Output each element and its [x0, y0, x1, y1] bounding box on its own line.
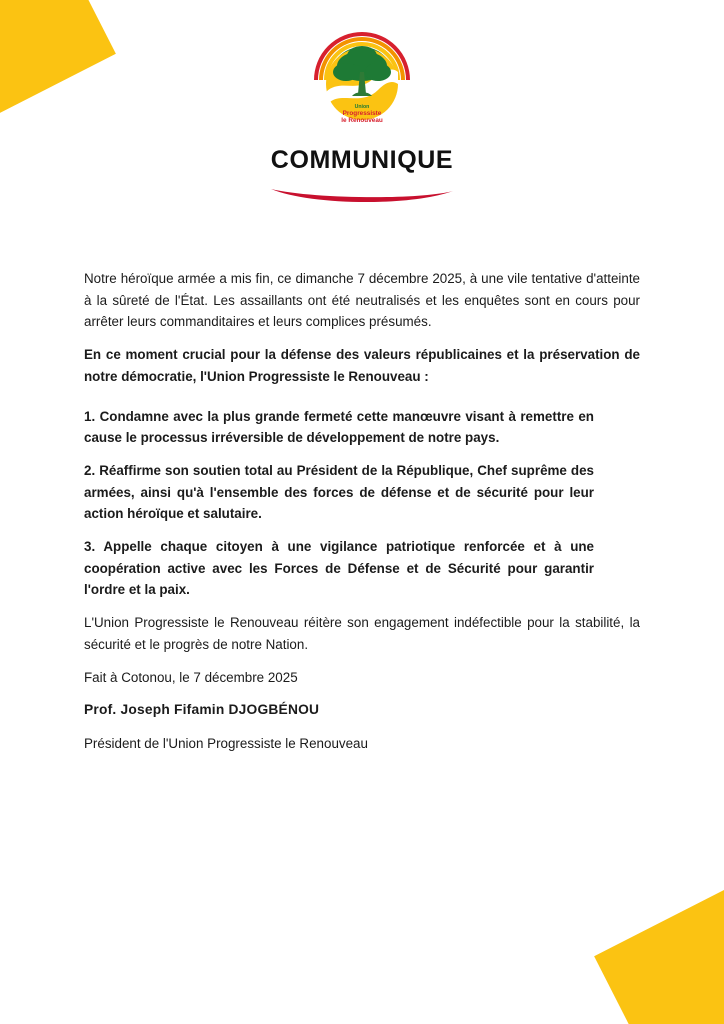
point-3-text: Appelle chaque citoyen à une vigilance patriotique renforcée et à une coopération active avec les Forces de Défense et de Sécurité pour garantir l'ordre et la paix.: [84, 539, 594, 598]
upr-tree-logo-icon: [300, 22, 424, 134]
signatory-name: Prof. Joseph Fifamin DJOGBÉNOU: [84, 702, 320, 718]
paragraph-intro: Notre héroïque armée a mis fin, ce dimanche 7 décembre 2025, à une vile tentative d'atteinte à la sûreté de l'État. Les assaillants ont été neutralisés et les enquêtes sont en cours pour arrêter leurs commanditaires et leurs complices présumés.: [84, 271, 640, 330]
decorative-corner-bottom-right: [594, 888, 724, 1024]
place-and-date: Fait à Cotonou, le 7 décembre 2025: [84, 669, 298, 685]
signatory-role: Président de l'Union Progressiste le Renouveau: [84, 735, 368, 751]
point-3-number: 3.: [84, 539, 96, 555]
point-1-text: Condamne avec la plus grande fermeté cette manœuvre visant à remettre en cause le processus irréversible de développement de notre pays.: [84, 408, 594, 446]
upr-logo: [300, 22, 424, 134]
point-1: [84, 406, 594, 449]
title-underline-swoosh: [269, 185, 455, 207]
paragraph-lead: En ce moment crucial pour la défense des valeurs républicaines et la préservation de notre démocratie, l'Union Progressiste le Renouveau :: [84, 347, 640, 384]
page-title: COMMUNIQUE: [270, 146, 454, 174]
point-2: [84, 460, 594, 525]
title-block: [0, 146, 724, 212]
point-2-text: Réaffirme son soutien total au Président de la République, Chef suprême des armées, ainsi qu'à l'ensemble des forces de défense et de sécurité pour leur action héroïque et salutaire.: [84, 462, 594, 522]
point-3: [84, 536, 594, 601]
spacer: [84, 399, 640, 406]
logo-line1: Union: [354, 104, 370, 110]
decorative-corner-top-left: [0, 0, 116, 122]
paragraph-closing: L'Union Progressiste le Renouveau réitère son engagement indéfectible pour la stabilité, la sécurité et le progrès de notre Nation.: [84, 615, 640, 652]
point-1-number: 1.: [84, 408, 96, 424]
point-2-number: 2.: [84, 462, 96, 478]
logo-line3: le Renouveau: [341, 117, 383, 124]
document-body: [84, 268, 640, 765]
logo-line2: Progressiste: [342, 110, 382, 117]
